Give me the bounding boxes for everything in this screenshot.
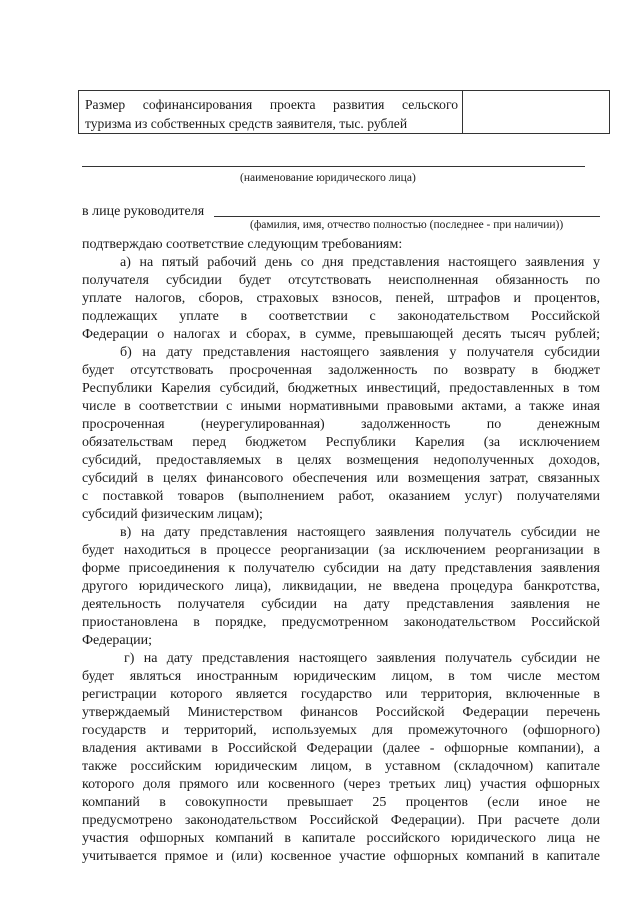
body-line: просроченная (неурегулированная) задолженность по денежным xyxy=(82,417,600,432)
body-line: получателя субсидии будет отсутствовать неисполненная обязанность по xyxy=(82,273,600,288)
body-line: которого доля прямого или косвенного (через третьих лиц) участия офшорных xyxy=(82,777,600,792)
body-line: компаний в совокупности превышает 25 процентов (если иное не xyxy=(82,795,600,810)
body-line: будет отсутствовать просроченная задолженность по возврату в бюджет xyxy=(82,363,600,378)
representative-note: (фамилия, имя, отчество полностью (последнее - при наличии)) xyxy=(250,219,564,231)
body-line: субсидий физическим лицам); xyxy=(82,507,263,522)
body-line: уплате налогов, сборов, страховых взносов, пеней, штрафов и процентов, xyxy=(82,291,600,306)
body-line: обязательствам перед бюджетом Республики Карелия (за исключением xyxy=(82,435,600,450)
body-line: в) на дату представления настоящего заявления получатель субсидии не xyxy=(120,525,600,540)
body-line: Федерации о налогах и сборах, в сумме, превышающей десять тысяч рублей; xyxy=(82,327,600,342)
body-line: также российским юридическим лицом, в уставном (складочном) капитале xyxy=(82,759,600,774)
body-line: будет являться иностранным юридическим лицом, в том числе местом xyxy=(82,669,600,684)
representative-underline xyxy=(214,216,600,217)
body-line: другого юридического лица), ликвидации, не введена процедура банкротства, xyxy=(82,579,600,594)
body-line: подлежащих уплате в соответствии с законодательством Российской xyxy=(82,309,600,324)
body-line: Республики Карелия субсидий, бюджетных инвестиций, предоставленных в том xyxy=(82,381,600,396)
body-line: подтверждаю соответствие следующим требованиям: xyxy=(82,237,403,252)
body-line: утверждаемый Министерством финансов Российской Федерации перечень xyxy=(82,705,600,720)
body-line: приостановлена в порядке, предусмотренном законодательством Российской xyxy=(82,615,600,630)
body-line: учитывается прямое и (или) косвенное участие офшорных компаний в капитале xyxy=(82,849,600,864)
body-line: с поставкой товаров (выполнением работ, оказанием услуг) получателями xyxy=(82,489,600,504)
body-line: числе в соответствии с иными нормативными правовыми актами, а также иная xyxy=(82,399,600,414)
representative-label: в лице руководителя xyxy=(82,204,205,219)
body-line: б) на дату представления настоящего заявления у получателя субсидии xyxy=(120,345,600,360)
body-line: участия офшорных компаний в капитале российского юридического лица не xyxy=(82,831,600,846)
cofinancing-table xyxy=(78,90,610,134)
cofinancing-value-cell xyxy=(463,91,609,133)
body-line: государств и территорий, используемых для промежуточного (офшорного) xyxy=(82,723,600,738)
legal-entity-underline xyxy=(82,166,585,167)
body-line: Федерации; xyxy=(82,633,153,648)
cofinancing-label-line-1: Размер софинансирования проекта развития сельского xyxy=(85,97,458,112)
body-line: а) на пятый рабочий день со дня представления настоящего заявления у xyxy=(120,255,600,270)
body-line: форме присоединения к получателю субсидии на дату представления заявления xyxy=(82,561,600,576)
body-line: предусмотрено законодательством Российской Федерации). При расчете доли xyxy=(82,813,600,828)
cofinancing-label-cell xyxy=(79,91,463,133)
body-line: владения активами в Российской Федерации (далее - офшорные компании), а xyxy=(82,741,600,756)
body-line: деятельность получателя субсидии на дату представления заявления не xyxy=(82,597,600,612)
body-line: субсидий в целях финансового обеспечения или возмещения затрат, связанных xyxy=(82,471,600,486)
cofinancing-label-line-2: туризма из собственных средств заявителя, тыс. рублей xyxy=(85,116,408,131)
legal-entity-note: (наименование юридического лица) xyxy=(240,172,416,184)
body-line: регистрации которого является государство или территория, включенные в xyxy=(82,687,600,702)
body-line: будет находиться в процессе реорганизации (за исключением реорганизации в xyxy=(82,543,600,558)
body-line: г) на дату представления настоящего заявления получатель субсидии не xyxy=(124,651,600,666)
body-line: субсидий, предоставляемых в целях возмещения недополученных доходов, xyxy=(82,453,600,468)
